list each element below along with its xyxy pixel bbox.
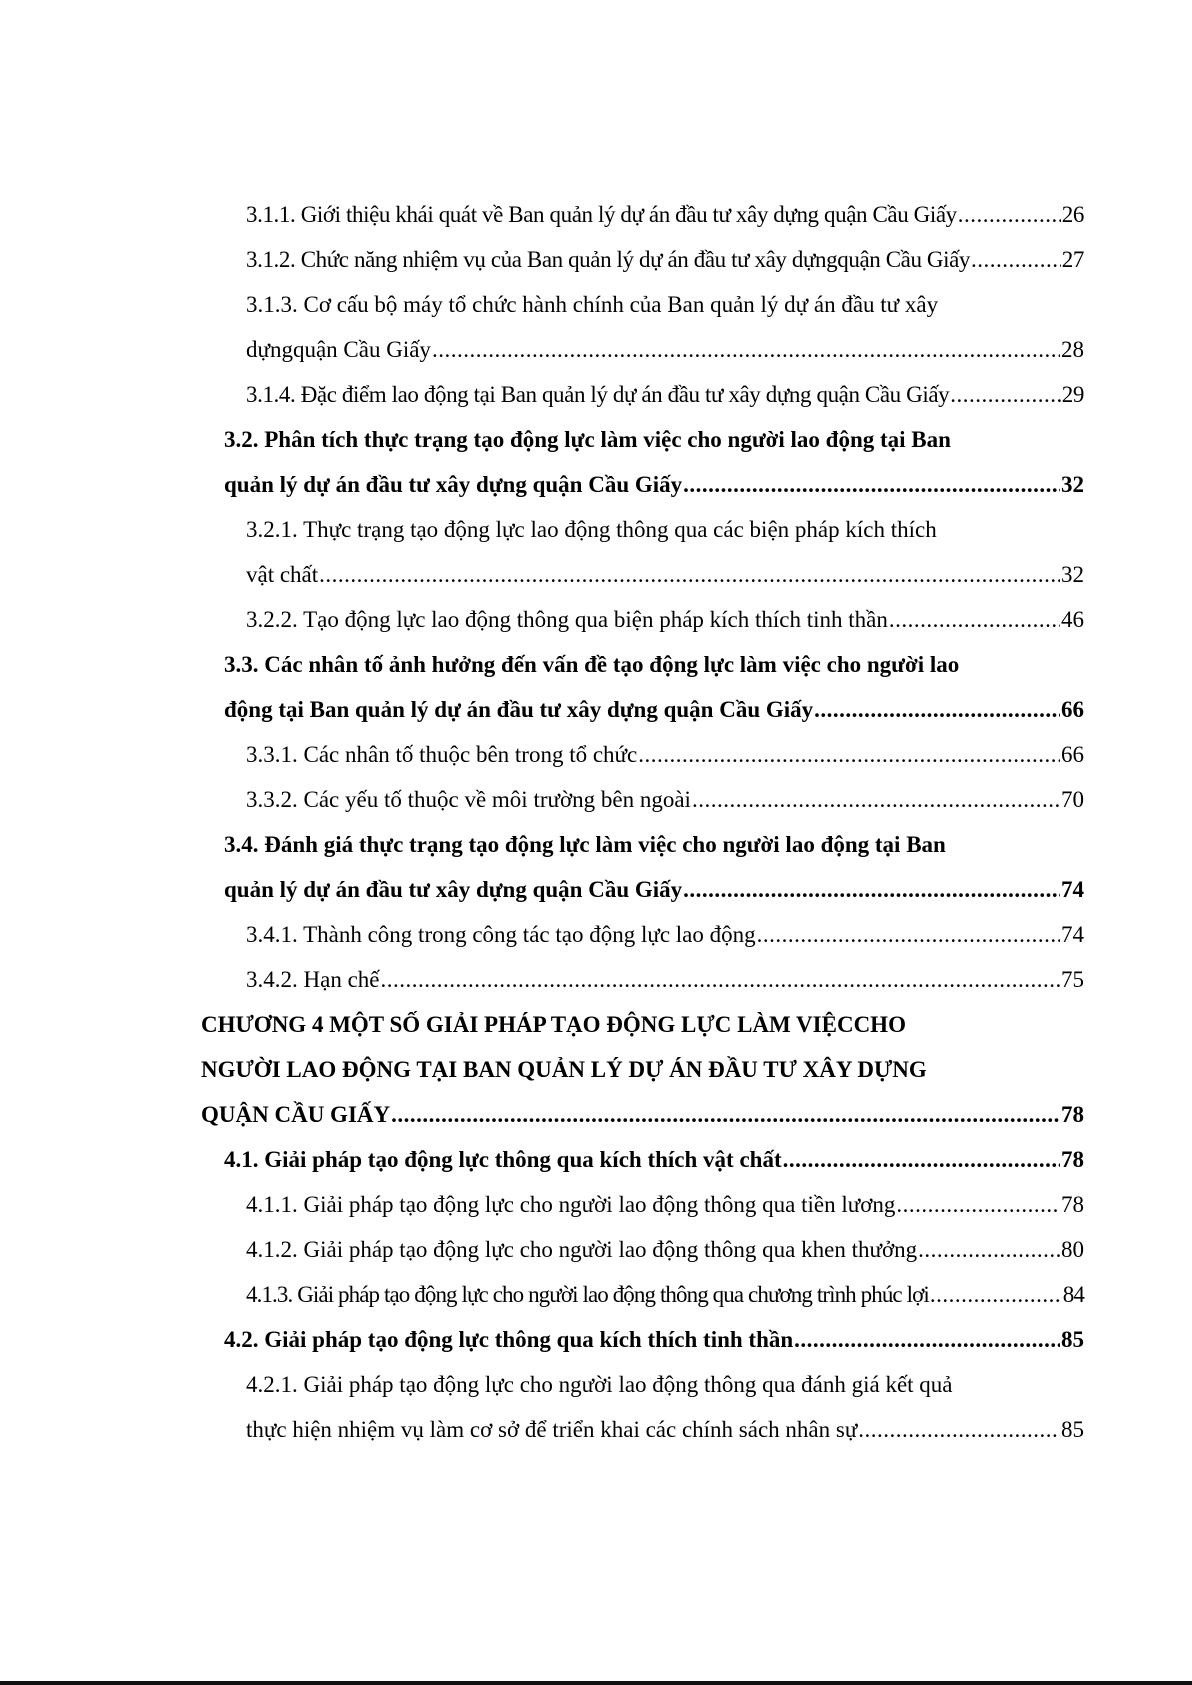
toc-entry-text: động tại Ban quản lý dự án đầu tư xây dựng quận Cầu Giấy bbox=[224, 697, 814, 722]
toc-leader-dots bbox=[683, 468, 1060, 502]
toc-leader-dots bbox=[783, 1143, 1060, 1177]
toc-entry-text: QUẬN CẦU GIẤY bbox=[201, 1102, 391, 1127]
toc-entry-3-2-1[interactable] bbox=[246, 513, 1084, 547]
toc-page-number: 84 bbox=[1062, 1282, 1084, 1307]
toc-entry-text: 4.1. Giải pháp tạo động lực thông qua kích thích vật chất bbox=[224, 1147, 782, 1172]
toc-entry-3-1-4[interactable] bbox=[246, 378, 1084, 412]
toc-page-number: 32 bbox=[1061, 472, 1084, 497]
toc-entry-3-3-1[interactable] bbox=[246, 738, 1084, 772]
toc-entry-text: CHƯƠNG 4 MỘT SỐ GIẢI PHÁP TẠO ĐỘNG LỰC LÀM VIỆCCHO bbox=[201, 1012, 906, 1037]
toc-entry-text: 3.3. Các nhân tố ảnh hưởng đến vấn đề tạo động lực làm việc cho người lao bbox=[224, 652, 960, 677]
toc-chapter-4[interactable] bbox=[201, 1008, 1084, 1042]
toc-leader-dots bbox=[950, 378, 1061, 412]
toc-entry-text: 3.4.2. Hạn chế bbox=[246, 967, 380, 992]
toc-leader-dots bbox=[896, 1188, 1060, 1222]
toc-entry-3-1-2[interactable] bbox=[246, 243, 1084, 277]
toc-page-number: 75 bbox=[1061, 967, 1084, 992]
toc-entry-text: quản lý dự án đầu tư xây dựng quận Cầu Giấy bbox=[224, 877, 683, 902]
toc-leader-dots bbox=[391, 1098, 1060, 1132]
toc-page-number: 66 bbox=[1061, 697, 1084, 722]
toc-page-number: 66 bbox=[1061, 742, 1084, 767]
toc-leader-dots bbox=[858, 1413, 1060, 1447]
toc-page-number: 46 bbox=[1061, 607, 1084, 632]
toc-leader-dots bbox=[638, 738, 1060, 772]
toc-leader-dots bbox=[692, 783, 1060, 817]
toc-page-number: 26 bbox=[1061, 202, 1084, 227]
toc-page-number: 78 bbox=[1061, 1102, 1084, 1127]
toc-page-number: 80 bbox=[1061, 1237, 1084, 1262]
toc-section-3-2-cont[interactable] bbox=[224, 468, 1084, 502]
toc-page-number: 85 bbox=[1061, 1417, 1084, 1442]
page-bottom-edge bbox=[0, 1681, 1192, 1685]
toc-entry-text: quản lý dự án đầu tư xây dựng quận Cầu Giấy bbox=[224, 472, 683, 497]
toc-leader-dots bbox=[381, 963, 1061, 997]
toc-entry-4-1-1[interactable] bbox=[246, 1188, 1084, 1222]
toc-entry-text: 3.1.4. Đặc điểm lao động tại Ban quản lý dự án đầu tư xây dựng quận Cầu Giấy bbox=[246, 382, 950, 407]
toc-entry-4-1-3[interactable] bbox=[246, 1278, 1084, 1312]
toc-entry-text: 3.2.2. Tạo động lực lao động thông qua biện pháp kích thích tinh thần bbox=[246, 607, 888, 632]
toc-entry-text: 4.1.1. Giải pháp tạo động lực cho người lao động thông qua tiền lương bbox=[246, 1192, 896, 1217]
toc-chapter-4-cont-1[interactable] bbox=[201, 1053, 1084, 1087]
toc-page-number: 28 bbox=[1061, 337, 1084, 362]
toc-section-3-2[interactable] bbox=[224, 423, 1084, 457]
toc-leader-dots bbox=[958, 198, 1061, 232]
toc-entry-text: 3.2. Phân tích thực trạng tạo động lực làm việc cho người lao động tại Ban bbox=[224, 427, 951, 452]
toc-entry-text: vật chất bbox=[246, 562, 319, 587]
toc-entry-3-3-2[interactable] bbox=[246, 783, 1084, 817]
toc-page-number: 78 bbox=[1061, 1147, 1084, 1172]
toc-section-4-1[interactable] bbox=[224, 1143, 1084, 1177]
toc-entry-text: 3.3.1. Các nhân tố thuộc bên trong tổ chức bbox=[246, 742, 638, 767]
toc-section-3-4[interactable] bbox=[224, 828, 1084, 862]
toc-leader-dots bbox=[794, 1323, 1060, 1357]
toc-entry-text: 4.1.3. Giải pháp tạo động lực cho người lao động thông qua chương trình phúc lợi bbox=[246, 1282, 929, 1307]
toc-entry-3-1-3[interactable] bbox=[246, 288, 1084, 322]
toc-page-number: 27 bbox=[1061, 247, 1084, 272]
toc-page-number: 74 bbox=[1061, 922, 1084, 947]
toc-entry-text: thực hiện nhiệm vụ làm cơ sở để triển khai các chính sách nhân sự bbox=[246, 1417, 858, 1442]
toc-page-number: 74 bbox=[1061, 877, 1084, 902]
toc-page-number: 70 bbox=[1061, 787, 1084, 812]
toc-section-4-2[interactable] bbox=[224, 1323, 1084, 1357]
toc-leader-dots bbox=[971, 243, 1061, 277]
toc-entry-3-4-1[interactable] bbox=[246, 918, 1084, 952]
toc-leader-dots bbox=[918, 1233, 1060, 1267]
toc-entry-3-4-2[interactable] bbox=[246, 963, 1084, 997]
toc-entry-3-1-3-cont[interactable] bbox=[246, 333, 1084, 367]
toc-entry-3-2-1-cont[interactable] bbox=[246, 558, 1084, 592]
toc-entry-text: 3.4.1. Thành công trong công tác tạo động lực lao động bbox=[246, 922, 756, 947]
toc-entry-3-2-2[interactable] bbox=[246, 603, 1084, 637]
toc-entry-4-2-1-cont[interactable] bbox=[246, 1413, 1084, 1447]
toc-entry-text: 4.2.1. Giải pháp tạo động lực cho người lao động thông qua đánh giá kết quả bbox=[246, 1372, 953, 1397]
toc-page-number: 85 bbox=[1061, 1327, 1084, 1352]
toc-section-3-3-cont[interactable] bbox=[224, 693, 1084, 727]
toc-entry-4-1-2[interactable] bbox=[246, 1233, 1084, 1267]
toc-leader-dots bbox=[683, 873, 1060, 907]
toc-entry-text: 3.2.1. Thực trạng tạo động lực lao động thông qua các biện pháp kích thích bbox=[246, 517, 937, 542]
toc-entry-text: 4.1.2. Giải pháp tạo động lực cho người lao động thông qua khen thưởng bbox=[246, 1237, 918, 1262]
toc-entry-4-2-1[interactable] bbox=[246, 1368, 1084, 1402]
toc-entry-3-1-1[interactable] bbox=[246, 198, 1084, 232]
toc-leader-dots bbox=[889, 603, 1060, 637]
toc-entry-text: dựngquận Cầu Giấy bbox=[246, 337, 431, 362]
toc-page-number: 78 bbox=[1061, 1192, 1084, 1217]
toc-entry-text: 3.4. Đánh giá thực trạng tạo động lực làm việc cho người lao động tại Ban bbox=[224, 832, 946, 857]
toc-entry-text: 3.1.3. Cơ cấu bộ máy tổ chức hành chính của Ban quản lý dự án đầu tư xây bbox=[246, 292, 939, 317]
toc-leader-dots bbox=[930, 1278, 1062, 1312]
toc-page-number: 32 bbox=[1061, 562, 1084, 587]
toc-leader-dots bbox=[814, 693, 1060, 727]
toc-leader-dots bbox=[757, 918, 1060, 952]
toc-entry-text: NGƯỜI LAO ĐỘNG TẠI BAN QUẢN LÝ DỰ ÁN ĐẦU TƯ XÂY DỰNG bbox=[201, 1057, 927, 1082]
toc-entry-text: 3.3.2. Các yếu tố thuộc về môi trường bên ngoài bbox=[246, 787, 691, 812]
toc-leader-dots bbox=[432, 333, 1060, 367]
toc-leader-dots bbox=[319, 558, 1060, 592]
toc-page-number: 29 bbox=[1061, 382, 1084, 407]
toc-section-3-3[interactable] bbox=[224, 648, 1084, 682]
toc-entry-text: 4.2. Giải pháp tạo động lực thông qua kích thích tinh thần bbox=[224, 1327, 794, 1352]
toc-entry-text: 3.1.1. Giới thiệu khái quát về Ban quản lý dự án đầu tư xây dựng quận Cầu Giấy bbox=[246, 202, 957, 227]
toc-entry-text: 3.1.2. Chức năng nhiệm vụ của Ban quản lý dự án đầu tư xây dựngquận Cầu Giấy bbox=[246, 247, 971, 272]
toc-section-3-4-cont[interactable] bbox=[224, 873, 1084, 907]
toc-chapter-4-cont-2[interactable] bbox=[201, 1098, 1084, 1132]
